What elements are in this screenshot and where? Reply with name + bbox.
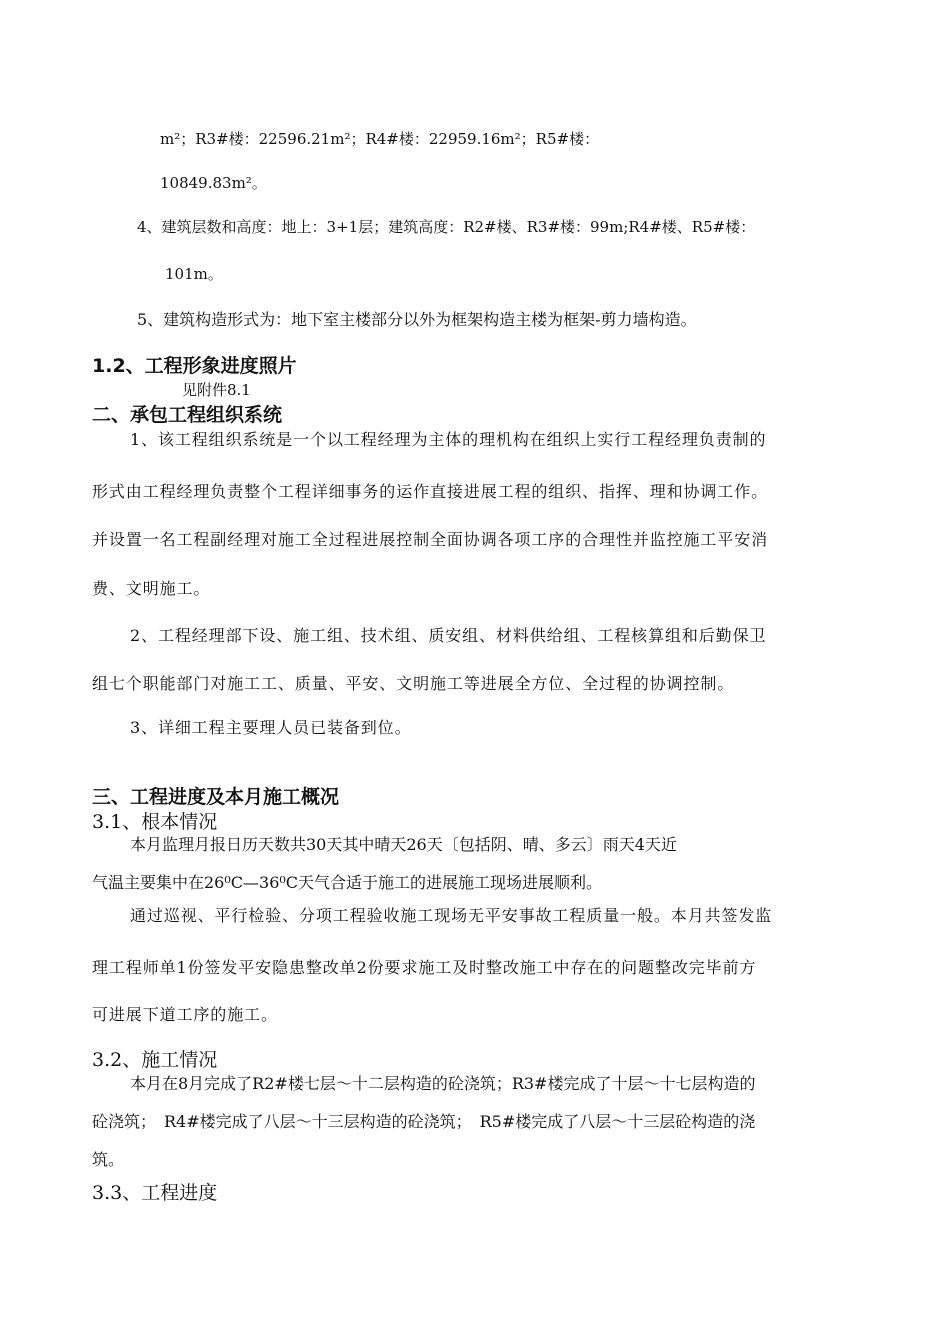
section-3-2-line-3: 筑。 bbox=[92, 1150, 125, 1169]
item-4-line-1: 4、建筑层数和高度：地上：3+1层；建筑高度：R2#楼、R3#楼：99m;R4#楼、R5#楼： bbox=[137, 218, 756, 236]
section-2-p1-line-2: 形式由工程经理负责整个工程详细事务的运作直接进展工程的组织、指挥、理和协调工作。 bbox=[92, 482, 769, 501]
heading-3-2: 3.2、施工情况 bbox=[92, 1049, 218, 1071]
section-3-2-line-1: 本月在8月完成了R2#楼七层～十二层构造的砼浇筑；R3#楼完成了十层～十七层构造的 bbox=[130, 1074, 756, 1093]
section-3-1-p1-line-2: 气温主要集中在26⁰C—36⁰C天气合适于施工的进展施工现场进展顺利。 bbox=[92, 873, 603, 892]
item-5: 5、建筑构造形式为：地下室主楼部分以外为框架构造主楼为框架-剪力墙构造。 bbox=[137, 310, 697, 329]
section-2-p1-line-1: 1、该工程组织系统是一个以工程经理为主体的理机构在组织上实行工程经理负责制的 bbox=[130, 430, 767, 449]
area-continuation-line-1: m²；R3#楼：22596.21m²；R4#楼：22959.16m²；R5#楼： bbox=[160, 130, 600, 148]
section-3-1-p1-line-1: 本月监理月报日历天数共30天其中晴天26天〔包括阴、晴、多云〕雨天4天近 bbox=[130, 835, 677, 854]
section-3-1-p2-line-2: 理工程师单1份签发平安隐患整改单2份要求施工及时整改施工中存在的问题整改完毕前方 bbox=[92, 958, 757, 977]
heading-1-2: 1.2、工程形象进度照片 bbox=[92, 355, 297, 377]
heading-section-2: 二、承包工程组织系统 bbox=[92, 404, 283, 426]
heading-3-3: 3.3、工程进度 bbox=[92, 1182, 218, 1204]
heading-section-3: 三、工程进度及本月施工概况 bbox=[92, 786, 340, 808]
section-2-p1-line-3: 并设置一名工程副经理对施工全过程进展控制全面协调各项工序的合理性并监控施工平安消 bbox=[92, 530, 769, 549]
attachment-note: 见附件8.1 bbox=[182, 381, 251, 399]
section-2-p2-line-1: 2、工程经理部下设、施工组、技术组、质安组、材料供给组、工程核算组和后勤保卫 bbox=[130, 626, 767, 645]
section-3-1-p2-line-1: 通过巡视、平行检验、分项工程验收施工现场无平安事故工程质量一般。本月共签发监 bbox=[130, 906, 773, 925]
section-3-2-line-2: 砼浇筑； R4#楼完成了八层～十三层构造的砼浇筑； R5#楼完成了八层～十三层砼构造的浇 bbox=[92, 1112, 756, 1131]
section-3-1-p2-line-3: 可进展下道工序的施工。 bbox=[92, 1005, 278, 1024]
section-2-p2-line-2: 组七个职能部门对施工工、质量、平安、文明施工等进展全方位、全过程的协调控制。 bbox=[92, 674, 735, 693]
section-2-p1-line-4: 费、文明施工。 bbox=[92, 579, 211, 598]
area-continuation-line-2: 10849.83m²。 bbox=[160, 174, 267, 192]
section-2-p3: 3、详细工程主要理人员已装备到位。 bbox=[130, 718, 412, 737]
item-4-line-2: 101m。 bbox=[165, 265, 223, 283]
heading-3-1: 3.1、根本情况 bbox=[92, 811, 218, 833]
